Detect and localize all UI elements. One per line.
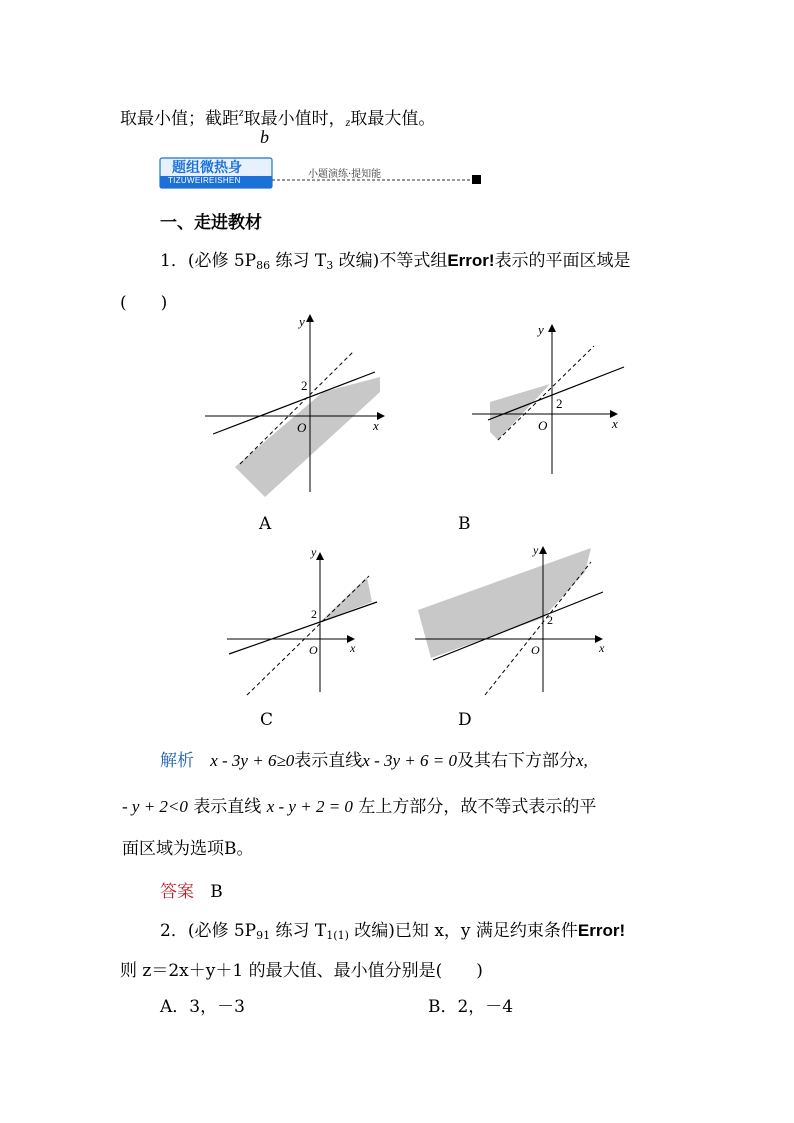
graph-b-y-label: y — [538, 322, 544, 337]
graph-b-two: 2 — [556, 396, 563, 411]
graph-d-y-label: y — [533, 543, 539, 557]
q2-num: 2． — [160, 921, 188, 941]
graph-b-y-arrow-icon — [548, 324, 556, 332]
q2-src-b: 练习 T — [270, 921, 327, 941]
section-banner — [158, 156, 488, 192]
graph-b-origin: O — [538, 418, 548, 433]
graph-c-x-label: x — [350, 641, 356, 655]
analysis-text-2d: 左上方部分，故不等式表示的平 — [358, 797, 597, 817]
q1-error-text: Error! — [447, 251, 495, 270]
graph-d — [413, 540, 613, 700]
graph-a-x-label: x — [373, 418, 379, 433]
line0-text-a: 取最小值；截距 — [120, 109, 239, 129]
analysis-text-3a: 面区域为选项 — [122, 839, 224, 859]
line0 — [120, 104, 435, 130]
q1-src-sub1: 86 — [256, 259, 271, 272]
fraction-numerator-mark: z — [239, 105, 244, 119]
analysis-text-1d: 及其右下方部分 — [456, 751, 576, 771]
graph-b-solid-line — [488, 367, 624, 420]
graph-a-y-arrow-icon — [306, 314, 314, 322]
analysis-text-2b: 表示直线 — [193, 797, 262, 817]
banner-title-en: TIZUWEIREISHEN — [168, 176, 241, 185]
graph-c — [225, 540, 385, 700]
graph-c-y-label: y — [311, 545, 317, 559]
q2-src-sub1: 91 — [256, 929, 271, 942]
q1-src-b: 练习 T — [270, 251, 327, 271]
graph-c-region — [320, 577, 372, 622]
analysis-text-3b: B。 — [224, 839, 254, 859]
line0-text-b: 取最小值时， — [243, 109, 346, 129]
label-c: C — [260, 710, 274, 730]
label-d: D — [458, 710, 472, 730]
analysis-label: 解析 — [160, 751, 194, 771]
graph-a-y-label: y — [299, 314, 305, 329]
fraction-denominator: b — [260, 127, 269, 147]
banner-subtitle: 小题演练·提知能 — [308, 169, 382, 180]
analysis-line-eq-2: x - y + 2 = 0 — [266, 797, 353, 816]
graph-a-two: 2 — [301, 378, 308, 393]
graph-a-region — [235, 377, 380, 497]
question-2-line-2: 则 z＝2x＋y＋1 的最大值、最小值分别是( ) — [120, 961, 483, 981]
graph-d-y-arrow-icon — [539, 546, 547, 554]
q1-answer-paren: ( ) — [120, 293, 168, 313]
q2-error-text: Error! — [577, 921, 626, 940]
q2-src-sub2: 1(1) — [326, 929, 349, 942]
analysis-line-1 — [160, 746, 588, 771]
analysis-ineq-2: - y + 2<0 — [122, 797, 188, 816]
graph-a — [205, 312, 400, 502]
graph-b-x-label: x — [612, 416, 618, 431]
q2-src-a: (必修 5P — [187, 921, 257, 941]
label-b: B — [458, 514, 471, 534]
banner-end-square-icon — [472, 175, 481, 184]
graph-b — [470, 312, 630, 477]
answer-value: B — [210, 882, 223, 902]
q2-src-c: 改编)已知 x，y 满足约束条件 — [348, 921, 578, 941]
graph-c-y-arrow-icon — [316, 552, 324, 560]
q1-tail: 表示的平面区域是 — [494, 251, 631, 271]
q1-num: 1． — [160, 251, 188, 271]
banner-title-cn: 题组微热身 — [172, 160, 242, 176]
graph-d-region — [418, 548, 591, 658]
graph-a-origin: O — [297, 420, 307, 435]
section-heading: 一、走进教材 — [160, 213, 262, 233]
label-a: A — [259, 514, 272, 534]
graph-c-two: 2 — [311, 607, 317, 621]
line0-text-c: 取最大值。 — [350, 109, 436, 129]
answer-label: 答案 — [160, 882, 194, 902]
analysis-ineq-1: x - 3y + 6≥0 — [210, 751, 295, 770]
analysis-text-1b: 表示直线 — [294, 751, 363, 771]
analysis-line-3 — [122, 834, 254, 859]
line0-mark2: z — [345, 115, 351, 129]
q2-option-a: A．3，－3 — [160, 997, 245, 1017]
analysis-line-eq-1: x - 3y + 6 = 0 — [362, 751, 457, 770]
q2-option-b: B．2，－4 — [428, 997, 514, 1017]
analysis-text-1e: x, — [575, 751, 588, 770]
q1-src-sub2: 3 — [326, 259, 334, 272]
graph-d-x-label: x — [599, 641, 605, 655]
graph-d-origin: O — [531, 643, 540, 657]
answer-line — [160, 877, 223, 902]
analysis-line-2 — [122, 792, 596, 817]
question-2 — [160, 916, 625, 942]
q1-src-c: 改编)不等式组 — [333, 251, 448, 271]
q1-src-a: (必修 5P — [187, 251, 257, 271]
question-1 — [160, 246, 631, 272]
graph-c-origin: O — [309, 643, 318, 657]
graph-d-two: 2 — [547, 613, 553, 627]
